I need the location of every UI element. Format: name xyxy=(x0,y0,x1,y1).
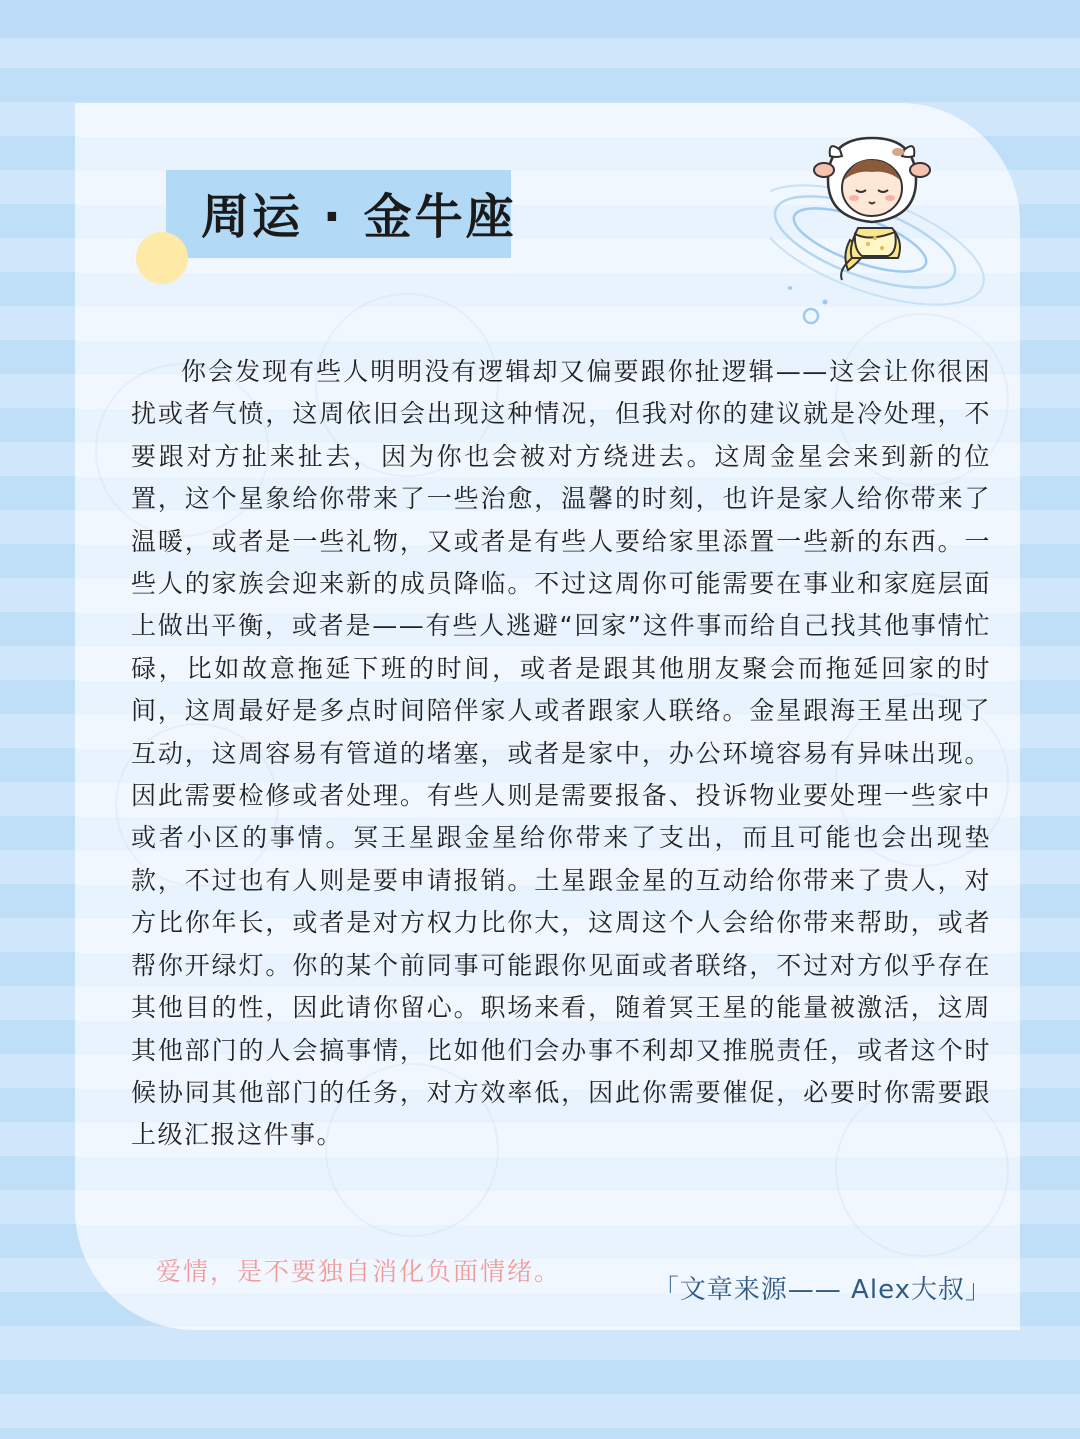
decorative-dot xyxy=(136,232,188,284)
article-source: 「文章来源—— Alex大叔」 xyxy=(652,1275,992,1305)
love-slogan: 爱情，是不要独自消化负面情绪。 xyxy=(156,1257,562,1286)
top-band xyxy=(0,0,1080,38)
article-body: 你会发现有些人明明没有逻辑却又偏要跟你扯逻辑——这会让你很困扰或者气愤，这周依旧会出现这种情况，但我对你的建议就是冷处理，不要跟对方扯来扯去，因为你也会被对方绕进去。这周金星会来到新的位置，这个星象给你带来了一些治愈，温馨的时刻，也许是家人给你带来了温暖，或者是一些礼物，又或者是有些人要给家里添置一些新的东西。一些人的家族会迎来新的成员降临。不过这周你可能需要在事业和家庭层面上做出平衡，或者是——有些人逃避“回家”这件事而给自己找其他事情忙碌，比如故意拖延下班的时间，或者是跟其他朋友聚会而拖延回家的时间，这周最好是多点时间陪伴家人或者跟家人联络。金星跟海王星出现了互动，这周容易有管道的堵塞，或者是家中，办公环境容易有异味出现。因此需要检修或者处理。有些人则是需要报备、投诉物业要处理一些家中或者小区的事情。冥王星跟金星给你带来了支出，而且可能也会出现垫款，不过也有人则是要申请报销。土星跟金星的互动给你带来了贵人，对方比你年长，或者是对方权力比你大，这周这个人会给你带来帮助，或者帮你开绿灯。你的某个前同事可能跟你见面或者联络，不过对方似乎存在其他目的性，因此请你留心。职场来看，随着冥王星的能量被激活，这周其他部门的人会搞事情，比如他们会办事不利却又推脱责任，或者这个时候协同其他部门的任务，对方效率低，因此你需要催促，必要时你需要跟上级汇报这件事。 xyxy=(131,357,991,1150)
page-title: 周运 · 金牛座 xyxy=(201,189,517,245)
taurus-cow-child-mascot-icon xyxy=(770,130,1000,330)
